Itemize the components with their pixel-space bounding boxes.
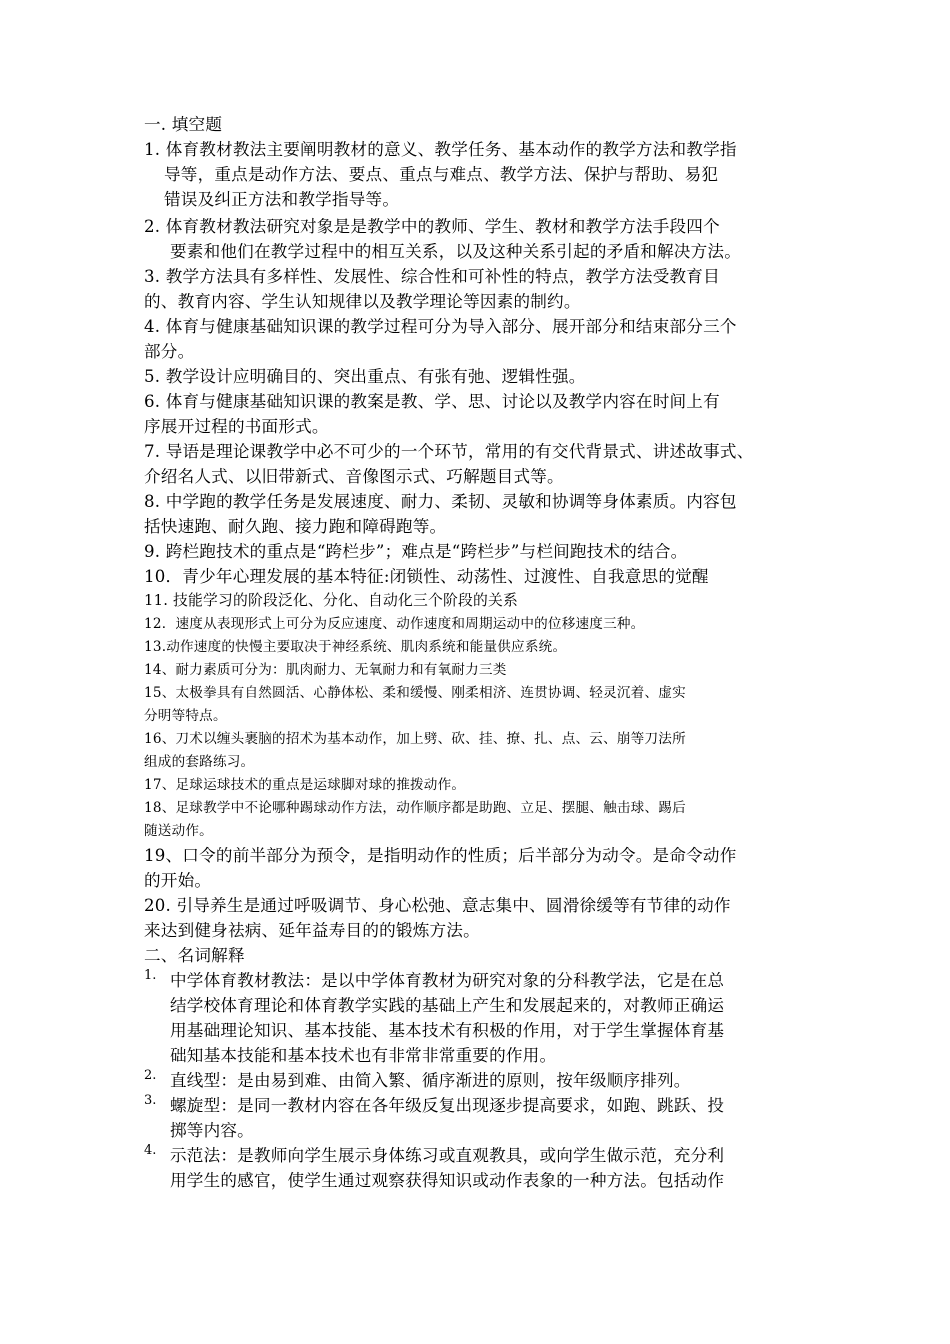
text-line: 来达到健身祛病、延年益寿目的的锻炼方法。 — [144, 921, 480, 940]
fill-item-18 — [144, 797, 810, 843]
definition-item-4 — [144, 1143, 810, 1193]
text-line: 直线型：是由易到难、由简入繁、循序渐进的原则，按年级顺序排列。 — [170, 1071, 691, 1090]
fill-item-4 — [144, 314, 810, 364]
text-line: 6. 体育与健康基础知识课的教案是教、学、思、讨论以及教学内容在时间上有 — [144, 392, 720, 411]
text-line: 3. 教学方法具有多样性、发展性、综合性和可补性的特点，教学方法受教育目 — [144, 267, 720, 286]
text-line: 的、教育内容、学生认知规律以及教学理论等因素的制约。 — [144, 292, 581, 311]
fill-item-2 — [144, 214, 810, 264]
fill-item-19 — [144, 843, 810, 893]
text-line: 19、口令的前半部分为预令，是指明动作的性质；后半部分为动令。是命令动作 — [144, 846, 737, 865]
text-line: 掷等内容。 — [170, 1121, 254, 1140]
definition-item-1 — [144, 968, 810, 1068]
text-line: 要素和他们在教学过程中的相互关系，以及这种关系引起的矛盾和解决方法。 — [170, 242, 741, 261]
text-line: 1. 体育教材教法主要阐明教材的意义、教学任务、基本动作的教学方法和教学指 — [144, 140, 737, 159]
item-number: 2. — [144, 1068, 157, 1083]
item-number: 4. — [144, 1143, 157, 1158]
text-line: 部分。 — [144, 342, 195, 361]
definition-item-3 — [144, 1093, 810, 1143]
definition-item-2 — [144, 1068, 810, 1093]
text-line: 组成的套路练习。 — [144, 754, 255, 770]
document-page — [144, 112, 810, 1193]
fill-item-14: 14、耐力素质可分为：肌肉耐力、无氧耐力和有氧耐力三类 — [144, 662, 507, 678]
text-line: 中学体育教材教法：是以中学体育教材为研究对象的分科教学法，它是在总 — [170, 971, 725, 990]
fill-item-20 — [144, 893, 810, 943]
section1-title: 一. 填空题 — [144, 115, 223, 134]
fill-item-3 — [144, 264, 810, 314]
fill-item-17: 17、足球运球技术的重点是运球脚对球的推拨动作。 — [144, 777, 466, 793]
text-line: 用基础理论知识、基本技能、基本技术有积极的作用，对于学生掌握体育基 — [170, 1021, 725, 1040]
text-line: 础知基本技能和基本技术也有非常非常重要的作用。 — [170, 1046, 557, 1065]
text-line: 导等，重点是动作方法、要点、重点与难点、教学方法、保护与帮助、易犯 — [164, 165, 719, 184]
text-line: 示范法：是教师向学生展示身体练习或直观教具，或向学生做示范，充分利 — [170, 1146, 725, 1165]
item-number: 1. — [144, 968, 157, 983]
text-line: 结学校体育理论和体育教学实践的基础上产生和发展起来的，对教师正确运 — [170, 996, 725, 1015]
item-number: 3. — [144, 1093, 157, 1108]
text-line: 错误及纠正方法和教学指导等。 — [164, 190, 400, 209]
text-line: 2. 体育教材教法研究对象是是教学中的教师、学生、教材和教学方法手段四个 — [144, 217, 720, 236]
text-line: 分明等特点。 — [144, 708, 227, 724]
text-line: 序展开过程的书面形式。 — [144, 417, 329, 436]
text-line: 介绍名人式、以旧带新式、音像图示式、巧解题目式等。 — [144, 467, 564, 486]
text-line: 螺旋型：是同一教材内容在各年级反复出现逐步提高要求，如跑、跳跃、投 — [170, 1096, 725, 1115]
text-line: 20. 引导养生是通过呼吸调节、身心松弛、意志集中、圆滑徐缓等有节律的动作 — [144, 896, 731, 915]
text-line: 4. 体育与健康基础知识课的教学过程可分为导入部分、展开部分和结束部分三个 — [144, 317, 737, 336]
fill-item-11: 11. 技能学习的阶段泛化、分化、自动化三个阶段的关系 — [144, 592, 518, 609]
fill-item-5: 5. 教学设计应明确目的、突出重点、有张有弛、逻辑性强。 — [144, 367, 586, 386]
text-line: 8. 中学跑的教学任务是发展速度、耐力、柔韧、灵敏和协调等身体素质。内容包 — [144, 492, 737, 511]
fill-item-6 — [144, 389, 810, 439]
text-line: 18、足球教学中不论哪种踢球动作方法，动作顺序都是助跑、立足、摆腿、触击球、踢后 — [144, 800, 686, 816]
section2-title: 二、名词解释 — [144, 946, 245, 965]
text-line: 7. 导语是理论课教学中必不可少的一个环节，常用的有交代背景式、讲述故事式、 — [144, 442, 754, 461]
text-line: 括快速跑、耐久跑、接力跑和障碍跑等。 — [144, 517, 447, 536]
fill-item-8 — [144, 489, 810, 539]
text-line: 的开始。 — [144, 871, 212, 890]
text-line: 随送动作。 — [144, 823, 213, 839]
fill-item-16 — [144, 728, 810, 774]
fill-item-9: 9. 跨栏跑技术的重点是“跨栏步”；难点是“跨栏步”与栏间跑技术的结合。 — [144, 542, 688, 561]
fill-item-10: 10．青少年心理发展的基本特征:闭锁性、动荡性、过渡性、自我意思的觉醒 — [144, 567, 709, 586]
text-line: 16、刀术以缠头裹脑的招术为基本动作，加上劈、砍、挂、撩、扎、点、云、崩等刀法所 — [144, 731, 686, 747]
fill-item-15 — [144, 682, 810, 728]
fill-item-13: 13.动作速度的快慢主要取决于神经系统、肌肉系统和能量供应系统。 — [144, 639, 567, 655]
text-line: 用学生的感官，使学生通过观察获得知识或动作表象的一种方法。包括动作 — [170, 1171, 725, 1190]
fill-item-7 — [144, 439, 810, 489]
text-line: 15、太极拳具有自然圆活、心静体松、柔和缓慢、刚柔相济、连贯协调、轻灵沉着、虚实 — [144, 685, 686, 701]
fill-item-12: 12．速度从表现形式上可分为反应速度、动作速度和周期运动中的位移速度三种。 — [144, 616, 645, 632]
fill-item-1 — [144, 137, 810, 212]
